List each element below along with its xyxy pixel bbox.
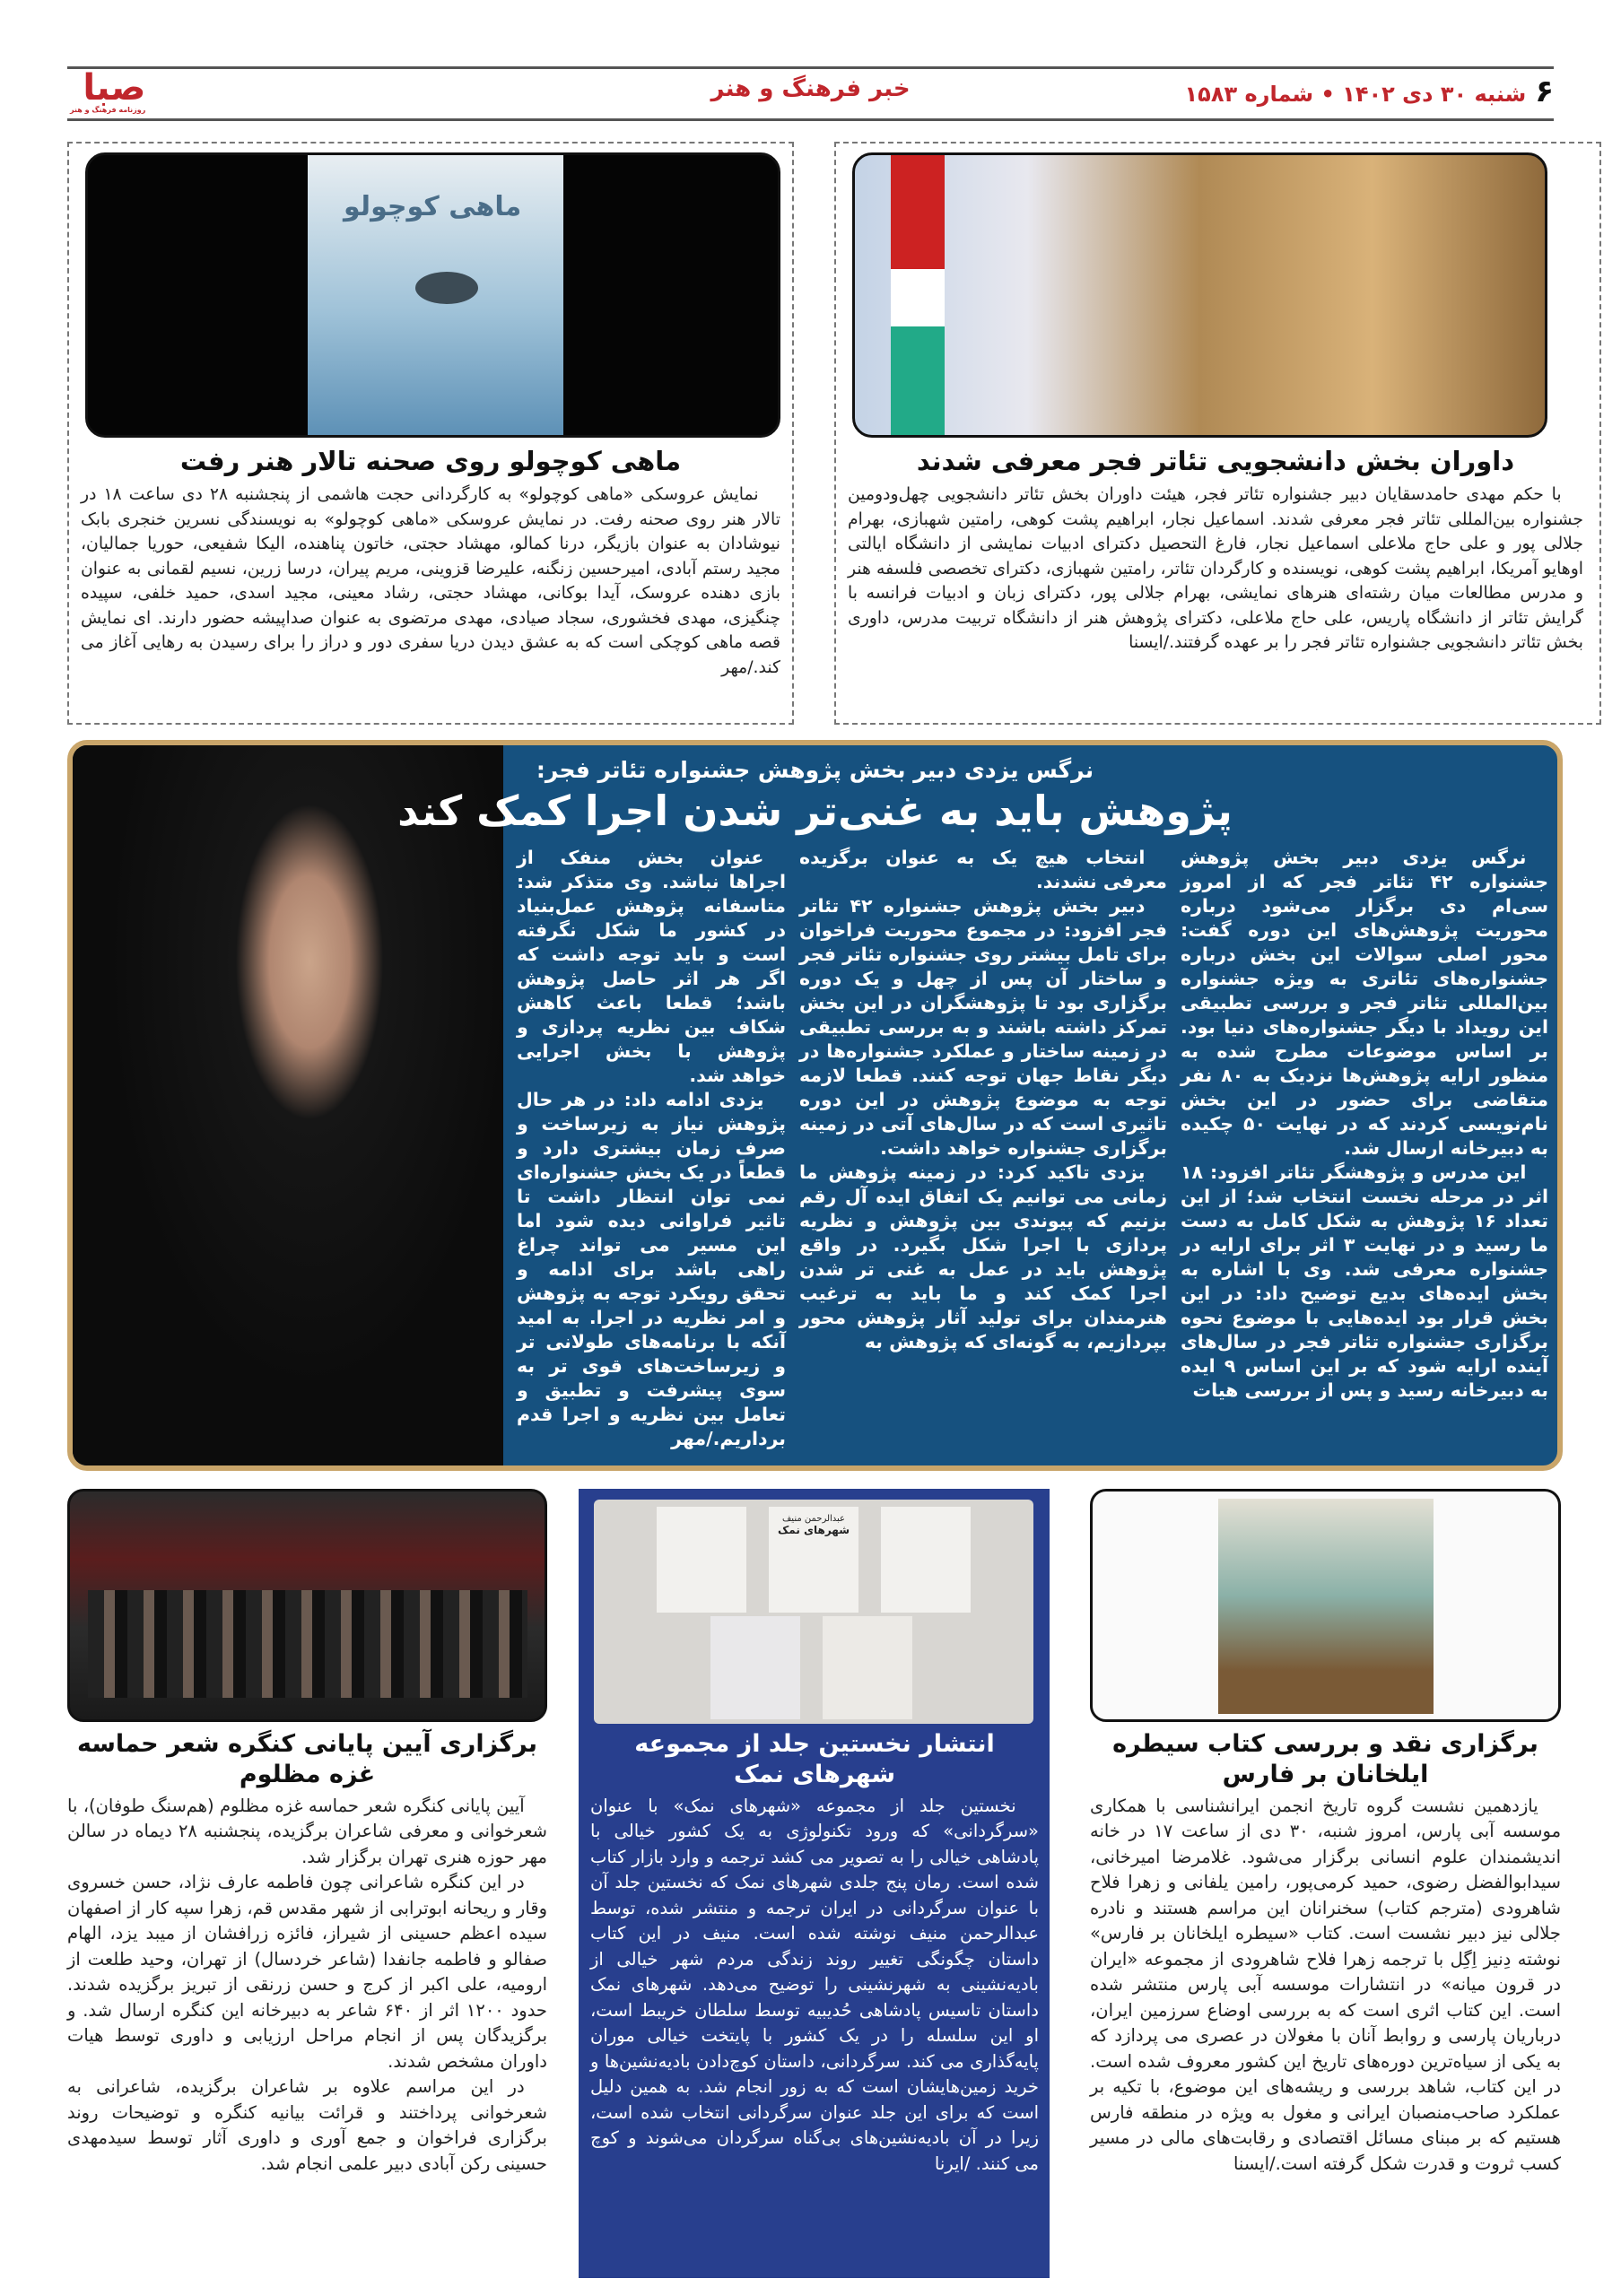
feature-kicker: نرگس یزدی دبیر بخش پژوهش جشنواره تئاتر فجر: (536, 757, 1094, 783)
article-title: انتشار نخستین جلد از مجموعه شهرهای نمک (634, 1730, 995, 1788)
article-title: داوران بخش دانشجویی تئاتر فجر معرفی شدند (916, 446, 1515, 476)
book-cover: عبدالرحمن منیف شهرهای نمک (769, 1507, 858, 1613)
article-title: برگزاری آیین پایانی کنگره شعر حماسه غزه مظلوم (76, 1730, 538, 1788)
feature-column-3: عنوان بخش منفک از اجراها نباشد. وی متذکر شد: متاسفانه پژوهش عمل‌بنیاد در کشور ما شکل نگرفته است و باید توجه داشت که اگر هر اثر حاصل پژوهش باشد؛ قطعا باعث کاهش شکاف بین نظریه پردازی و پژوهش با بخش اجرایی خواهد شد. یزدی ادامه داد: در هر حال پژوهش نیاز به زیرساخت و صرف زمان بیشتری دارد و قطعاً در یک بخش جشنواره‌ای نمی توان انتظار داشت تا تاثیر فراوانی دیده شود اما این مسیر می تواند چراغ راهی باشد برای ادامه و تحقق رویکرد توجه به پژوهش و امر نظریه در اجرا. به امید آنکه با برنامه‌های طولانی تر و زیرساخت‌های قوی تر به سوی پیشرفت و تطبیق و تعامل بین نظریه و اجرا قدم برداریم./مهر (517, 847, 786, 1449)
article-fish (81, 445, 780, 680)
article-salt (590, 1729, 1039, 2177)
interviewee-photo (73, 745, 503, 1467)
article-body: نمایش عروسکی «ماهی کوچولو» به کارگردانی حجت هاشمی از پنجشنبه ۲۸ دی ساعت ۱۸ در تالار هنر روی صحنه رفت. در نمایش عروسکی «ماهی کوچولو» به نویسندگی نسرین خنجری بابک نیوشادان به عنوان بازیگر، درنا کمالو، مهشاد حجتی، خاتون پناهنده، الیکا شفیعی، حوریا جمالیان، مجید رستم آبادی، امیرحسین زنگنه، علیرضا قزوینی، مریم پیران، درسا زرین، نسیم لقمانی به عنوان بازی دهنده عروسک، آیدا بوکانی، مهشاد حجتی، رشاد معینی، مجید اسدی، حمید خلفی، سپیده چنگیزی، مهدی فخشوری، سجاد صیادی، مهدی مرتضوی به عنوان صداپیشه حضور دارند. ای نمایش قصه ماهی کوچکی است که به عشق دیدن دریا سفری دور و دراز را برای رسیدن به رهایی آغاز می کند./مهر (81, 485, 780, 677)
poster-photo (85, 152, 780, 438)
play-poster: ماهی کوچولو (308, 155, 563, 438)
article-title: برگزاری نقد و بررسی کتاب سیطره ایلخانان بر فارس (1112, 1730, 1538, 1788)
header-bottom-rule (67, 118, 1554, 121)
article-body: نخستین جلد از مجموعه «شهرهای نمک» با عنوان «سرگردانی» که ورود تکنولوژی به یک کشور خیالی با پادشاهی خیالی را به تصویر می کشد ترجمه و وارد بازار کتاب شده است. رمان پنج جلدی شهرهای نمک که نخستین جلد آن با عنوان سرگردانی در ایران ترجمه و منتشر شده، توسط عبدالرحمن منیف نوشته شده است. منیف در این کتاب داستان چگونگی تغییر روند زندگی مردم شهر خیالی از بادیه‌نشینی به شهرنشینی را توضیح می‌دهد. شهرهای نمک داستان تاسیس پادشاهی حُدیبیه توسط سلطان خریبط است، او این سلسله را در یک کشور با پایتخت خیالی موران پایه‌گذاری می کند. سرگردانی، داستان کوچ‌دادن بادیه‌نشین‌ها و خرید زمین‌هایشان است که به زور انجام شد. به همین دلیل است که برای این جلد عنوان سرگردانی انتخاب شده است، زیرا در آن بادیه‌نشین‌های بی‌گناه سرگردان می‌شوند و کوچ می کنند. /ایرنا (590, 1795, 1039, 2174)
article-judges (848, 445, 1583, 656)
feature-title: پژوهش باید به غنی‌تر شدن اجرا کمک کند (397, 787, 1233, 835)
festival-photo (852, 152, 1547, 438)
article-body: یازدهمین نشست گروه تاریخ انجمن ایرانشناسی با همکاری موسسه آبی پارس، امروز شنبه، ۳۰ دی از ساعت ۱۷ در خانه اندیشمندان علوم انسانی برگزار می‌شود. غلامرضا امیرخانی، سیدابوالفضل رضوی، حمید کرمی‌پور، رامین یلفانی و زهرا فلاح شاهرودی (مترجم کتاب) سخنرانان این مراسم هستند و نادره جلالی نیز دبیر نشست است. کتاب «سیطره ایلخانان بر فارس» نوشته دِنیز اِگِل با ترجمه زهرا فلاح شاهرودی از مجموعه «ایران در قرون میانه» در انتشارات موسسه آبی پارس منتشر شده است. این کتاب اثری است که به بررسی اوضاع سرزمین ایران، درباریان پارسی و روابط آنان با مغولان در عصری می پردازد که به یکی از سیاه‌ترین دوره‌های تاریخ این کشور معروف شده است. در این کتاب، شاهد بررسی و ریشه‌های این موضوع، با تکیه بر عملکرد صاحب‌منصبان ایرانی و مغول به ویژه در منطقه فارس هستیم که بر مبنای مسائل اقتصادی و رقابت‌های مالی در مسیر کسب ثروت و قدرت شکل گرفته است./ایسنا (1090, 1795, 1562, 2174)
article-ilkhanan (1090, 1729, 1561, 2177)
feature-interview (67, 740, 1563, 1471)
issue-info (1185, 74, 1554, 109)
group-of-people (88, 1590, 527, 1698)
book-cover (881, 1507, 971, 1613)
header-top-rule (67, 66, 1554, 69)
feature-header (91, 756, 1539, 837)
feature-column-1: نرگس یزدی دبیر بخش پژوهش جشنواره ۴۲ تئاتر فجر که از امروز سی‌ام دی برگزار می‌شود درباره محوریت پژوهش‌های این دوره گفت: محور اصلی سوالات این بخش درباره جشنواره‌های تئاتری به ویژه جشنواره بین‌المللی تئاتر فجر و بررسی تطبیقی این رویداد با دیگر جشنواره‌های دنیا بود. بر اساس موضوعات مطرح شده به منظور ارایه پژوهش‌ها نزدیک به ۸۰ نفر متقاضی برای حضور در این بخش نام‌نویسی کردند که در نهایت ۵۰ چکیده به دبیرخانه ارسال شد. این مدرس و پژوهشگر تئاتر افزود: ۱۸ اثر در مرحله نخست انتخاب شد؛ از این تعداد ۱۶ پژوهش به شکل کامل به دست ما رسید و در نهایت ۳ اثر برای ارایه در جشنواره معرفی شد. وی با اشاره به بخش ایده‌های بدیع توضیح داد: در این بخش قرار بود ایده‌هایی با موضوع نحوه برگزاری جشنواره تئاتر فجر در سال‌های آینده ارایه شود که بر این اساس ۹ ایده به دبیرخانه رسید و پس از بررسی هیات (1181, 847, 1549, 1401)
book-poster-photo (1090, 1489, 1561, 1722)
ceremony-photo (67, 1489, 547, 1722)
book-cover (657, 1507, 746, 1613)
article-title: ماهی کوچولو روی صحنه تالار هنر رفت (179, 446, 682, 476)
books-photo (594, 1500, 1033, 1724)
book-cover (710, 1616, 800, 1719)
article-body: آیین پایانی کنگره شعر حماسه غزه مظلوم (هم‌سنگ طوفان)، با شعرخوانی و معرفی شاعران برگزیده، پنجشنبه ۲۸ دیماه در سالن مهر حوزه هنری تهران برگزار شد. در این کنگره شاعرانی چون فاطمه عارف نژاد، حسن خسروی وقار و ریحانه ابوترابی از شهر مقدس قم، زهرا سپه کار از اصفهان سیده اعظم حسینی از شیراز، فائزه زرافشان از میبد یزد، الهام صفالو و فاطمه جانفدا (شاعر خردسال) از تهران، وحید طلعت از ارومیه، علی اکبر از کرج و حسن زرنقی از تبریز برگزیده شدند. حدود ۱۲۰۰ اثر از ۶۴۰ شاعر به دبیرخانه این کنگره ارسال شد. و برگزیدگان پس از انجام مراحل ارزیابی و داوری توسط هیات داوران مشخص شدند. در این مراسم علاوه بر شاعران برگزیده، شاعرانی به شعرخوانی پرداختند و قرائت بیانیه کنگره و توضیحات روند برگزاری فراخوان و جمع آوری و داوری آثار توسط سیدمهدی حسینی رکن آبادی دبیر علمی انجام شد. (67, 1795, 547, 2174)
page-number: ۶ (1535, 74, 1554, 109)
newspaper-logo: صبا روزنامه فرهنگ و هنر (70, 67, 146, 114)
article-body: با حکم مهدی حامدسقایان دبیر جشنواره تئاتر فجر، هیئت داوران بخش تئاتر دانشجویی چهل‌ودومین جشنواره بین‌المللی تئاتر فجر معرفی شدند. اسماعیل نجار، ابراهیم پشت کوهی، رامتین شهبازی، بهرام جلالی پور و علی حاج ملاعلی اسماعیل نجار، فارغ التحصیل دکترای ادبیات نمایشی از دانشگاه ایالتی اوهایو آمریکا، ابراهیم پشت کوهی، نویسنده و کارگردان تئاتر، رامتین شهبازی، دکترای تخصصی فلسفه هنر و مدرس مطالعات میان رشته‌ای هنرهای نمایشی، بهرام جلالی پور، دکترای زبان و ادبیات فرانسه با گرایش تئاتر از دانشگاه پاریس، علی حاج ملاعلی، دکترای پژوهش هنر از دانشگاه تربیت مدرس، داوری بخش تئاتر دانشجویی جشنواره تئاتر فجر را بر عهده گرفتند./ایسنا (848, 485, 1583, 653)
article-gaza (67, 1729, 547, 2177)
flag-image (891, 155, 945, 438)
event-poster (1218, 1499, 1434, 1714)
fish-icon (415, 272, 478, 304)
section-title: خبر فرهنگ و هنر (710, 75, 911, 102)
date-issue: شنبه ۳۰ دی ۱۴۰۲ • شماره ۱۵۸۳ (1184, 82, 1527, 107)
book-cover (823, 1616, 912, 1719)
feature-column-2: انتخاب هیچ یک به عنوان برگزیده معرفی نشدند. دبیر بخش پژوهش جشنواره ۴۲ تئاتر فجر افزود: در مجموع محوریت فراخوان برای تامل بیشتر روی جشنواره تئاتر فجر و ساختار آن پس از چهل و یک دوره برگزاری بود تا پژوهشگران در این بخش تمرکز داشته باشند و به بررسی تطبیقی در زمینه ساختار و عملکرد جشنواره‌ها در دیگر نقاط جهان توجه کنند. قطعا لازمه توجه به موضوع پژوهش در این دوره تاثیری است که در سال‌های آتی در زمینه برگزاری جشنواره خواهد داشت. یزدی تاکید کرد: در زمینه پژوهش ما زمانی می توانیم یک اتفاق ایده آل رقم بزنیم که پیوندی بین پژوهش و نظریه پردازی با اجرا شکل بگیرد. در واقع پژوهش باید در عمل به غنی تر شدن اجرا کمک کند و ما باید به ترغیب هنرمندان برای تولید آثار پژوهش محور بپردازیم، به گونه‌ای که پژوهش به (799, 847, 1167, 1352)
